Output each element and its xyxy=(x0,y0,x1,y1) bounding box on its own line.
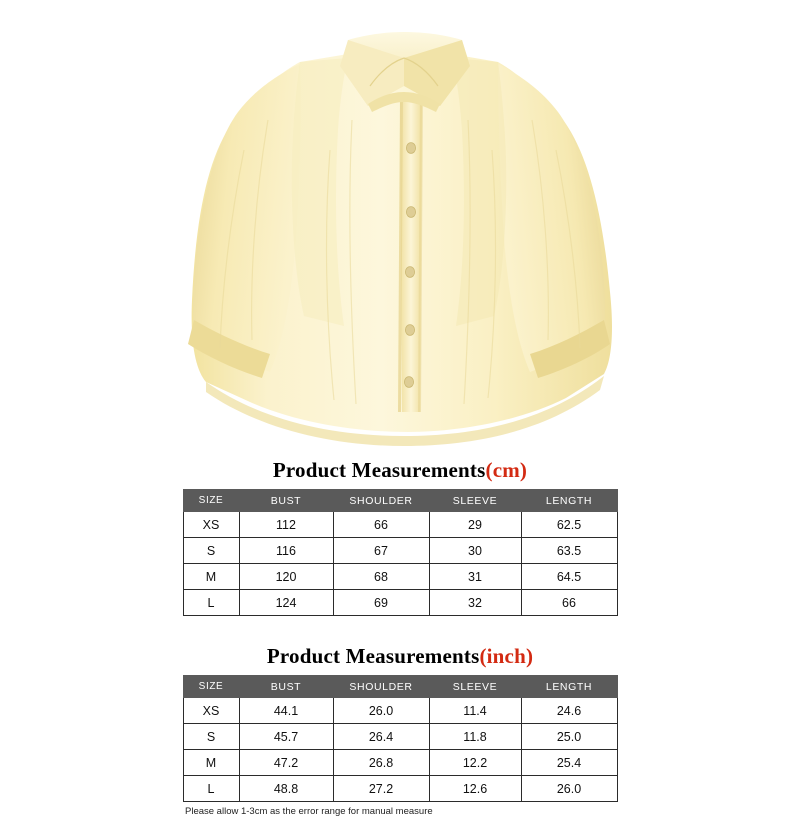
cell-sleeve: 31 xyxy=(429,564,521,590)
table-row xyxy=(183,590,617,616)
table-row xyxy=(183,698,617,724)
cell-size: M xyxy=(183,750,239,776)
column-header-shoulder: SHOULDER xyxy=(333,490,429,512)
column-header-size: SIZE xyxy=(183,676,239,698)
inch-title-main: Product Measurements xyxy=(266,644,480,668)
column-header-length: LENGTH xyxy=(521,490,617,512)
inch-title-unit: (inch) xyxy=(479,644,534,668)
cell-size: L xyxy=(183,776,239,802)
table-header-row xyxy=(183,490,617,512)
cell-shoulder: 27.2 xyxy=(333,776,429,802)
cell-sleeve: 12.6 xyxy=(429,776,521,802)
table-row xyxy=(183,750,617,776)
column-header-sleeve: SLEEVE xyxy=(429,676,521,698)
cell-size: S xyxy=(183,724,239,750)
column-header-sleeve: SLEEVE xyxy=(429,490,521,512)
cell-length: 62.5 xyxy=(521,512,617,538)
cm-title-unit: (cm) xyxy=(485,458,528,482)
inch-measurement-block xyxy=(0,644,800,817)
cell-size: M xyxy=(183,564,239,590)
table-row xyxy=(183,564,617,590)
column-header-shoulder: SHOULDER xyxy=(333,676,429,698)
column-header-bust: BUST xyxy=(239,490,333,512)
cell-length: 66 xyxy=(521,590,617,616)
column-header-length: LENGTH xyxy=(521,676,617,698)
cell-bust: 124 xyxy=(239,590,333,616)
cell-length: 25.0 xyxy=(521,724,617,750)
cell-shoulder: 68 xyxy=(333,564,429,590)
cm-table-title xyxy=(0,458,800,489)
inch-measurement-table xyxy=(183,675,618,802)
cell-size: XS xyxy=(183,512,239,538)
cell-sleeve: 29 xyxy=(429,512,521,538)
cell-bust: 47.2 xyxy=(239,750,333,776)
cell-bust: 45.7 xyxy=(239,724,333,750)
cell-shoulder: 69 xyxy=(333,590,429,616)
cell-bust: 48.8 xyxy=(239,776,333,802)
cell-sleeve: 30 xyxy=(429,538,521,564)
table-row xyxy=(183,512,617,538)
measurement-tables xyxy=(0,452,800,817)
cell-bust: 120 xyxy=(239,564,333,590)
cell-shoulder: 26.4 xyxy=(333,724,429,750)
cell-size: S xyxy=(183,538,239,564)
cell-sleeve: 12.2 xyxy=(429,750,521,776)
table-row xyxy=(183,538,617,564)
cell-length: 63.5 xyxy=(521,538,617,564)
cell-bust: 116 xyxy=(239,538,333,564)
cell-sleeve: 11.8 xyxy=(429,724,521,750)
cm-measurement-table xyxy=(183,489,618,616)
inch-table-title xyxy=(0,644,800,675)
cell-length: 24.6 xyxy=(521,698,617,724)
cell-shoulder: 26.8 xyxy=(333,750,429,776)
column-header-bust: BUST xyxy=(239,676,333,698)
table-row xyxy=(183,724,617,750)
cell-sleeve: 11.4 xyxy=(429,698,521,724)
cell-sleeve: 32 xyxy=(429,590,521,616)
cm-measurement-block xyxy=(0,458,800,616)
cell-shoulder: 26.0 xyxy=(333,698,429,724)
table-spacer xyxy=(0,616,800,644)
cell-length: 26.0 xyxy=(521,776,617,802)
column-header-size: SIZE xyxy=(183,490,239,512)
cell-shoulder: 66 xyxy=(333,512,429,538)
cell-bust: 112 xyxy=(239,512,333,538)
cell-shoulder: 67 xyxy=(333,538,429,564)
measurement-note: Please allow 1-3cm as the error range for manual measure xyxy=(185,806,433,817)
cell-size: XS xyxy=(183,698,239,724)
cell-bust: 44.1 xyxy=(239,698,333,724)
table-header-row xyxy=(183,676,617,698)
cm-title-main: Product Measurements xyxy=(272,458,486,482)
cell-size: L xyxy=(183,590,239,616)
table-row xyxy=(183,776,617,802)
cell-length: 25.4 xyxy=(521,750,617,776)
cell-length: 64.5 xyxy=(521,564,617,590)
